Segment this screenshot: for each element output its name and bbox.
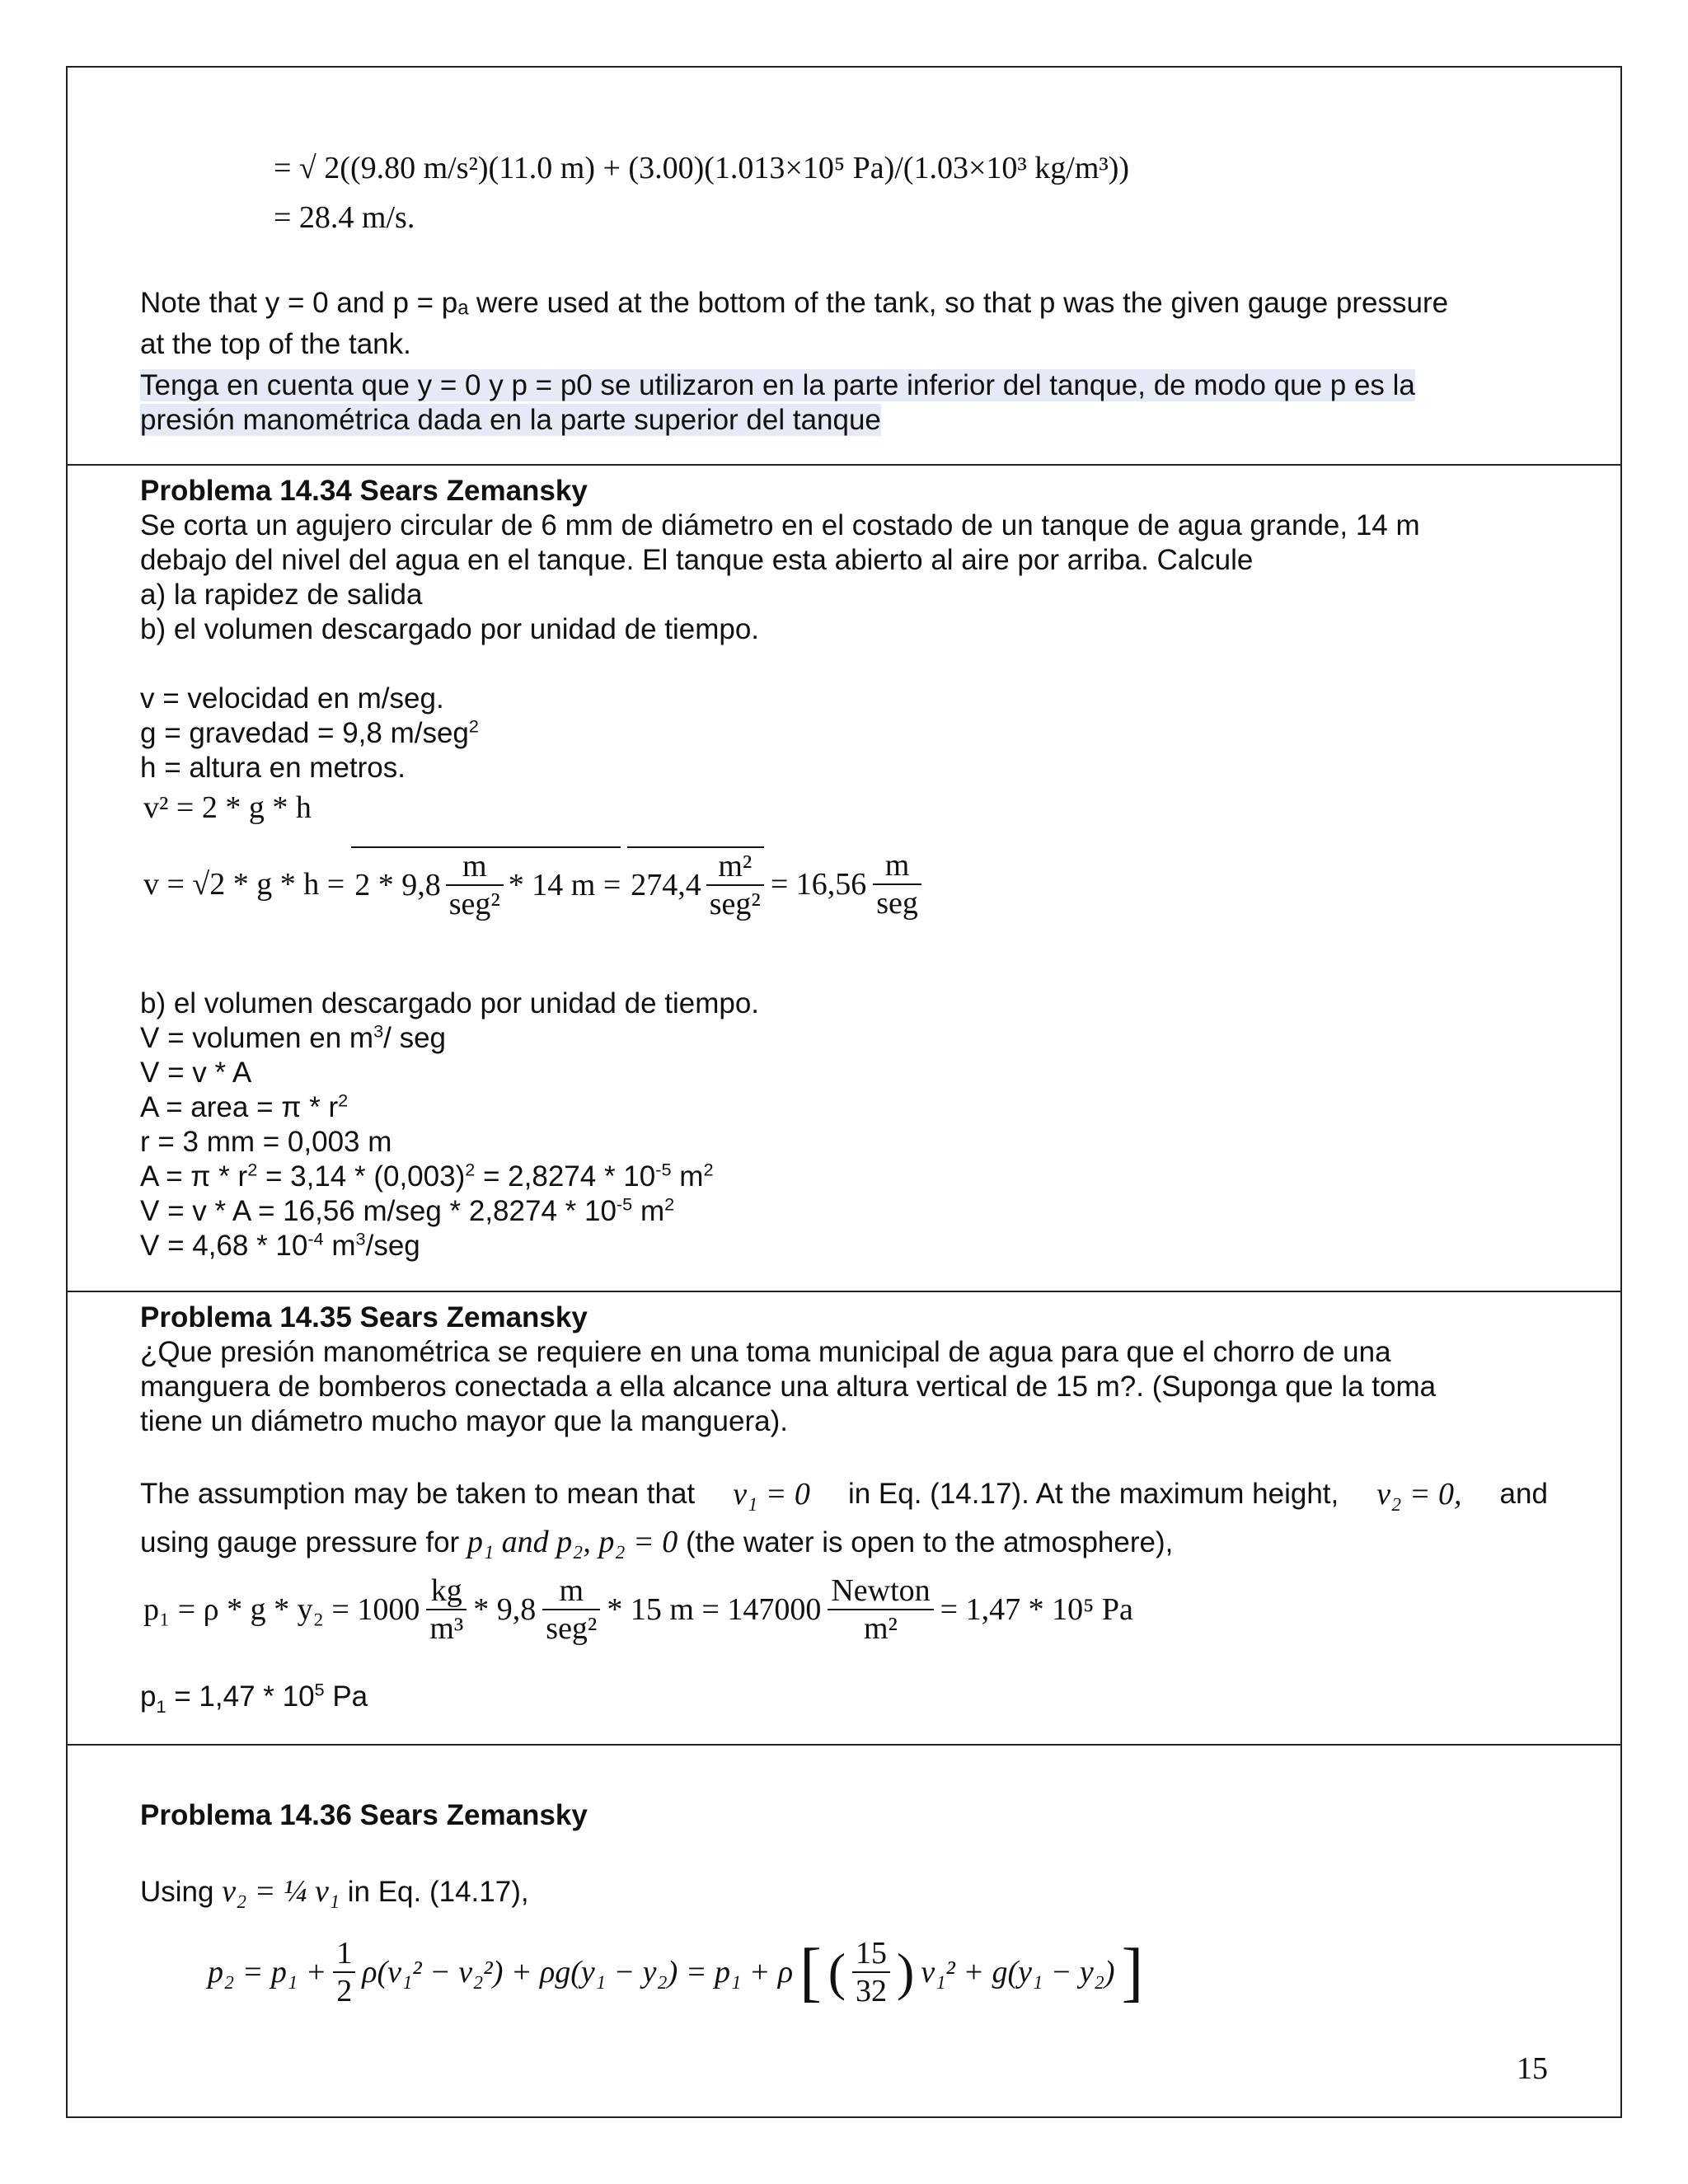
pressure-result: $p_1 = 1,47 * 10^5$ Pa: [140, 1679, 368, 1717]
radius-value: r = 3 mm = 0,003 m: [140, 1126, 392, 1158]
volume-result: $V = 4,68 * 10^{-4}$ $m^3$/seg: [140, 1228, 420, 1262]
area-formula: A = area = π * $r^2$: [140, 1090, 349, 1123]
problem-text-1: ¿Que presión manométrica se requiere en una toma municipal de agua para que el chorro de una: [140, 1336, 1391, 1368]
problem-text-3: tiene un diámetro mucho mayor que la manguera).: [140, 1405, 788, 1437]
definition-g: g = gravedad = 9,8 m/seg$^2$: [140, 715, 479, 749]
section-problem-14-34: [68, 466, 1620, 1292]
equation-bernoulli: p₂ = p₁ + $\frac{1}{2}$ ρ(v₁² − v₂²) + ρg(y₁ − y₂) = p₁ + ρ [ ( $\frac{15}{32}$ ) v₁² + g(y₁ − y₂) ]: [208, 1936, 1144, 2008]
problem-title: Problema 14.34 Sears Zemansky: [140, 475, 588, 507]
note-spanish-line2: presión manométrica dada en la parte superior del tanque: [140, 404, 881, 436]
note-spanish-line1: Tenga en cuenta que y = 0 y p = p0 se utilizaron en la parte inferior del tanque, de modo que p es la: [140, 369, 1415, 401]
equation-pressure: p₁ = ρ * g * y₂ = 1000 $\frac{kg}{\text{m³}}$ * 9,8 $\frac{m}{\text{seg²}}$ * 15 m = 147000 $\frac{\text{Newton}}{\text{m²}}$ = 1,47 * 10⁵ Pa: [143, 1573, 1133, 1646]
assumption-line2: using gauge pressure for p₁ and p₂, p₂ = 0 (the water is open to the atmosphere),: [140, 1525, 1174, 1559]
equation-result: = 28.4 m/s.: [274, 200, 415, 235]
volume-calculation: V = v * A = 16,56 $m/seg * 2,8274 * 10^{-5}$ $m^2$: [140, 1193, 675, 1227]
volume-definition: V = volumen en $m^3/$ seg: [140, 1020, 447, 1054]
volume-formula: V = v * A: [140, 1057, 252, 1089]
problem-title: Problema 14.36 Sears Zemansky: [140, 1799, 588, 1831]
definition-h: h = altura en metros.: [140, 752, 406, 784]
problem-text-2: manguera de bomberos conectada a ella alcance una altura vertical de 15 m?. (Suponga que la toma: [140, 1371, 1437, 1403]
part-b-title: b) el volumen descargado por unidad de tiempo.: [140, 987, 760, 1019]
page-frame: [66, 66, 1622, 2118]
assumption-line1: The assumption may be taken to mean that v₁ = 0 in Eq. (14.17). At the maximum height, v₂ = 0, and: [140, 1477, 1548, 1511]
definition-v: v = velocidad en m/seg.: [140, 682, 444, 715]
note-spanish: [140, 368, 1548, 438]
section-problem-14-35: [68, 1292, 1620, 1746]
problem-title: Problema 14.35 Sears Zemansky: [140, 1301, 588, 1333]
problem-text-3: a) la rapidez de salida: [140, 579, 423, 611]
problem-text-2: debajo del nivel del agua en el tanque. El tanque esta abierto al aire por arriba. Calcule: [140, 544, 1254, 576]
equation-v-squared: v² = 2 * g * h: [143, 790, 312, 825]
problem-text-1: Se corta un agujero circular de 6 mm de diámetro en el costado de un tanque de agua grande, 14 m: [140, 509, 1420, 541]
using-line: Using v₂ = ¼ v₁ in Eq. (14.17),: [140, 1874, 529, 1909]
page-number: 15: [1517, 2051, 1548, 2086]
section-continuation: [68, 68, 1620, 466]
equation-velocity: = √ 2((9.80 m/s²)(11.0 m) + (3.00)(1.013×10⁵ Pa)/(1.03×10³ kg/m³)): [274, 151, 1130, 185]
problem-text-4: b) el volumen descargado por unidad de tiempo.: [140, 613, 760, 645]
section-problem-14-36: [68, 1746, 1620, 2120]
note-english-line1: Note that y = 0 and p = pₐ were used at the bottom of the tank, so that p was the given gauge pressure: [140, 287, 1449, 319]
note-english-line2: at the top of the tank.: [140, 328, 411, 360]
area-calculation: $A = \pi * r^2 = 3,14 * (0,003)^2 = 2,8274 * 10^{-5}$ $m^2$: [140, 1159, 714, 1193]
equation-v-calculation: v = √2 * g * h = 2 * 9,8 $\frac{m}{\text{seg²}}$ * 14 m = 274,4 $\frac{\text{m²}}{\text{seg²}}$ = 16,56 $\frac{m}{\text{seg}}$: [143, 846, 921, 922]
